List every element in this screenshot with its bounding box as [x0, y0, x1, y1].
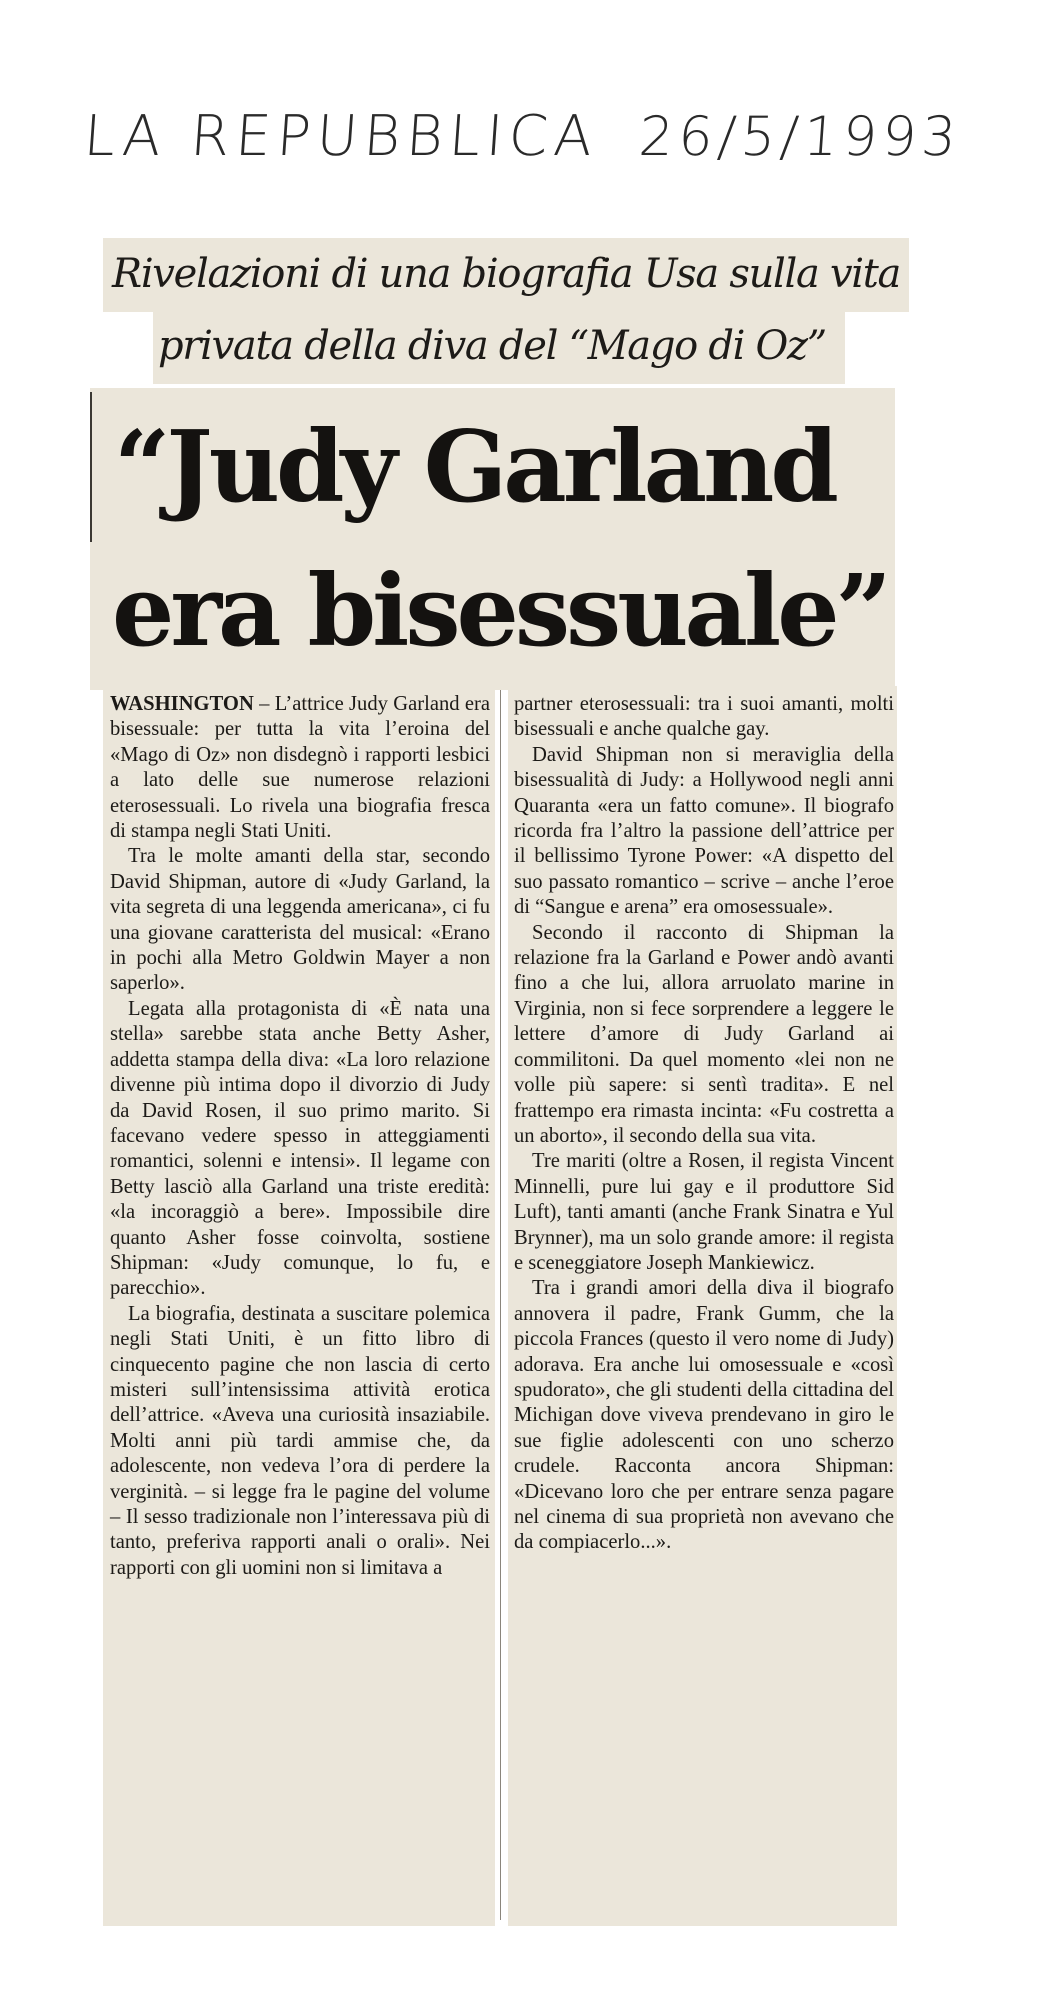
article-column-1 [110, 692, 490, 1581]
article-paragraph: Tra le molte amanti della star, secondo David Shipman, autore di «Judy Garland, la vita segreta di una leggenda americana», ci fu una giovane caratterista del musical: «Erano in pochi alla Metro Goldwin Mayer a non saperlo». [110, 845, 490, 995]
article-paragraph: Secondo il racconto di Shipman la relazione fra la Garland e Power andò avanti fino a che lui, allora arruolato marine in Virginia, non si fece sorprendere a leggere le lettere d’amore di Judy Garland ai commilitoni. Da quel momento «lei non ne volle più sapere: si sentì tradita». E nel frattempo era rimasta incinta: «Fu costretta a un aborto», il secondo della sua vita. [514, 921, 894, 1147]
article-paragraph: partner eterosessuali: tra i suoi amanti, molti bisessuali e anche qualche gay. [514, 693, 894, 741]
source-name: LA REPUBBLICA [81, 104, 601, 169]
kicker-line-2: privata della diva del “Mago di Oz” [158, 323, 826, 369]
article-column-2 [514, 692, 894, 1556]
headline-left-rule [90, 392, 92, 542]
clipping-date: 26/5/1993 [636, 105, 964, 168]
dateline: WASHINGTON [110, 693, 254, 715]
kicker-line-1: Rivelazioni di una biografia Usa sulla vita [112, 251, 901, 297]
article-paragraph: Tre mariti (oltre a Rosen, il regista Vincent Minnelli, pure lui gay e il produttore Sid Luft), tanti amanti (anche Frank Sinatra e Yul Brynner), ma un solo grande amore: il regista e sceneggiatore Joseph Mankiewicz. [514, 1150, 894, 1274]
article-paragraph: Legata alla protagonista di «È nata una stella» sarebbe stata anche Betty Asher, addetta stampa della diva: «La loro relazione divenne più intima dopo il divorzio di Judy da David Rosen, il suo primo marito. Si facevano vedere spesso in atteggiamenti romantici, solenni e intensi». Il legame con Betty lasciò alla Garland una triste eredità: «la incoraggiò a bere». Impossibile dire quanto Asher fosse coinvolta, sostiene Shipman: «Judy comunque, lo fu, e parecchio». [110, 997, 490, 1300]
handwritten-annotation [81, 92, 967, 182]
article-paragraph: Tra i grandi amori della diva il biografo annovera il padre, Frank Gumm, che la piccola Frances (questo il vero nome di Judy) adorava. Era anche lui omosessuale e «così spudorato», che gli studenti della cittadina del Michigan dove viveva prendevano in giro le sue figlie adolescenti con uno scherzo crudele. Racconta ancora Shipman: «Dicevano loro che per entrare senza pagare nel cinema di sua proprietà non avevano che da compiacerlo...». [514, 1277, 894, 1554]
headline-line-1: “Judy Garland [114, 410, 835, 525]
article-paragraph [110, 692, 490, 844]
headline-line-2: era bisessuale” [112, 554, 888, 669]
paragraph-text: – L’attrice Judy Garland era bisessuale: per tutta la vita l’eroina del «Mago di Oz» non disdegnò i rapporti lesbici a lato delle sue numerose relazioni eterosessuali. Lo rivela una biografia fresca di stampa negli Stati Uniti. [110, 693, 490, 843]
article-paragraph: La biografia, destinata a suscitare polemica negli Stati Uniti, è un fitto libro di cinquecento pagine che non lascia di certo misteri sull’intensissima attività erotica dell’attrice. «Aveva una curiosità insaziabile. Molti anni più tardi ammise che, da adolescente, non vedeva l’ora di perdere la verginità. – si legge fra le pagine del volume – Il sesso tradizionale non l’interessava più di tanto, preferiva rapporti anali o orali». Nei rapporti con gli uomini non si limitava a [110, 1302, 490, 1579]
column-divider [500, 690, 501, 1920]
article-paragraph: David Shipman non si meraviglia della bisessualità di Judy: a Hollywood negli anni Quaranta «era un fatto comune». Il biografo ricorda fra l’altro la passione dell’attrice per il bellissimo Tyrone Power: «A dispetto del suo passato romantico – scrive – anche l’eroe di “Sangue e arena” era omosessuale». [514, 743, 894, 919]
